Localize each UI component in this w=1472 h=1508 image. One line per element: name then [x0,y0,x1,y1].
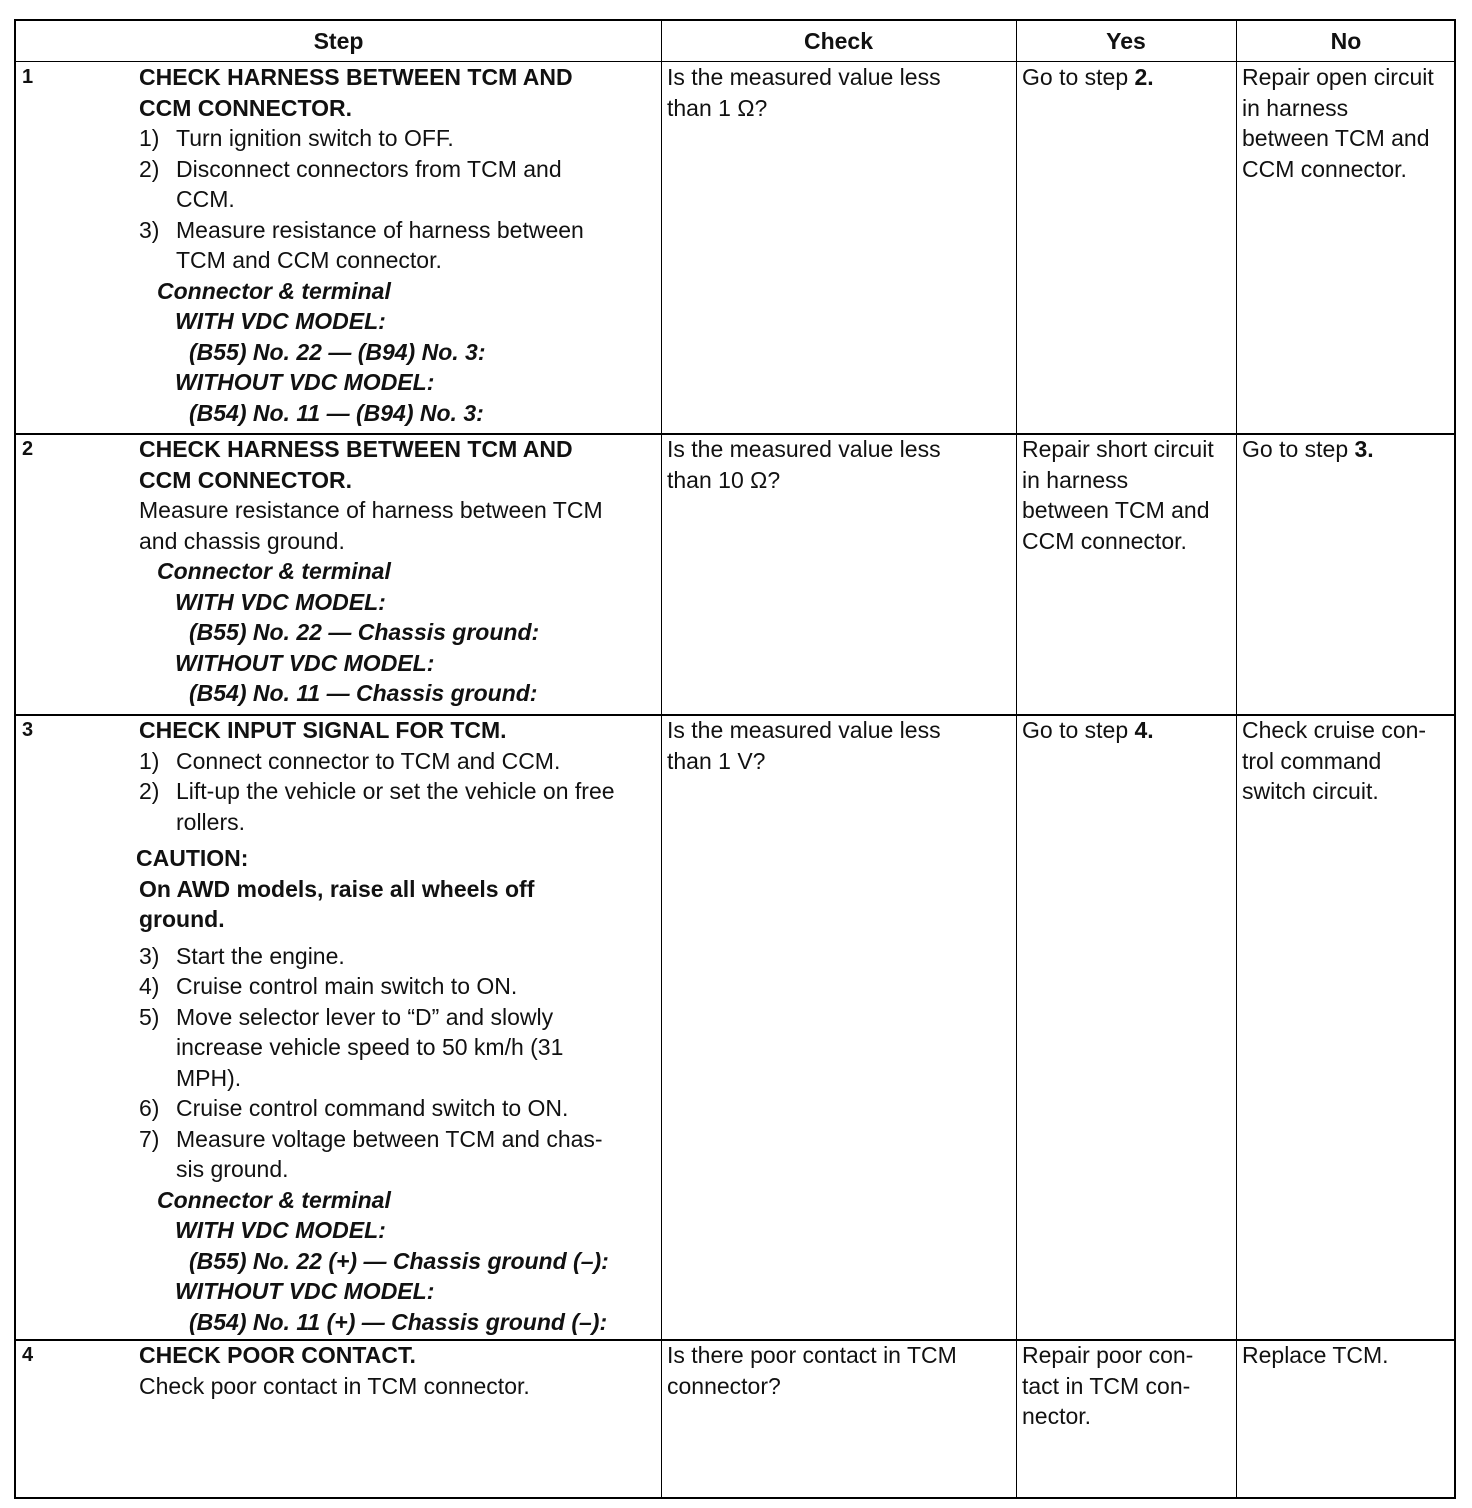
terminal-without-label: WITHOUT VDC MODEL: [175,369,435,395]
procedure-item-continuation: rollers. [176,808,246,835]
procedure-item-continuation: TCM and CCM connector. [176,247,442,273]
caution-label: CAUTION: [136,845,249,871]
step-title: CHECK HARNESS BETWEEN TCM AND [139,436,573,462]
step-title: CHECK HARNESS BETWEEN TCM AND [139,64,573,90]
terminal-without-value: (B54) No. 11 — Chassis ground: [189,680,538,706]
terminal-without-label: WITHOUT VDC MODEL: [175,1278,435,1304]
step-cell [139,1340,530,1401]
step-number: 1 [22,66,34,88]
step-number: 3 [22,719,34,741]
terminal-with-label: WITH VDC MODEL: [175,1217,386,1243]
procedure-text: and chassis ground. [139,527,345,554]
header-step: Step [313,28,364,54]
procedure-item: 2) Lift-up the vehicle or set the vehicle on free [139,778,615,804]
no-cell: Repair open circuit in harness between TCM and CCM connector. [1242,64,1434,182]
procedure-item: 6) Cruise control command switch to ON. [139,1095,569,1121]
caution-text: On AWD models, raise all wheels off [139,875,535,902]
check-cell: Is the measured value less than 1 V? [667,717,941,774]
caution-text: ground. [139,906,225,932]
procedure-item: 2) Disconnect connectors from TCM and [139,155,562,182]
diagnostic-table [14,19,1456,1499]
terminal-with-value: (B55) No. 22 — Chassis ground: [189,619,540,645]
terminal-heading: Connector & terminal [157,558,391,584]
yes-cell: Repair poor con- tact in TCM con- nector. [1022,1342,1194,1429]
terminal-without-value: (B54) No. 11 (+) — Chassis ground (–): [189,1308,608,1335]
step-cell [139,62,584,428]
procedure-item: 3) Measure resistance of harness between [139,216,584,243]
procedure-item: 1) Turn ignition switch to OFF. [139,125,454,151]
terminal-heading: Connector & terminal [157,1186,391,1213]
header-yes: Yes [1106,28,1146,54]
yes-cell: Go to step 4. [1022,717,1154,743]
terminal-heading: Connector & terminal [157,277,391,304]
procedure-item: 4) Cruise control main switch to ON. [139,973,518,999]
step-number: 4 [22,1344,34,1366]
step-title: CCM CONNECTOR. [139,466,352,493]
check-cell: Is the measured value less than 10 Ω? [667,436,941,493]
procedure-item: 1) Connect connector to TCM and CCM. [139,747,561,774]
no-cell: Check cruise con- trol command switch circuit. [1242,717,1427,804]
header-no: No [1330,28,1362,54]
procedure-item-continuation: CCM. [176,186,235,212]
procedure-item-continuation: sis ground. [176,1156,289,1182]
procedure-item-continuation: MPH). [176,1064,242,1091]
column-divider [661,21,662,1497]
step-title: CHECK POOR CONTACT. [139,1342,416,1368]
header-check: Check [803,28,874,54]
step-cell [139,434,603,709]
terminal-without-value: (B54) No. 11 — (B94) No. 3: [189,399,484,426]
procedure-text: Check poor contact in TCM connector. [139,1372,530,1399]
terminal-without-label: WITHOUT VDC MODEL: [175,649,435,676]
procedure-item: 3) Start the engine. [139,942,345,969]
procedure-text: Measure resistance of harness between TCM [139,497,603,523]
no-cell: Go to step 3. [1242,436,1374,462]
terminal-with-label: WITH VDC MODEL: [175,308,386,334]
column-divider [1236,21,1237,1497]
procedure-item: 5) Move selector lever to “D” and slowly [139,1003,554,1030]
procedure-item-continuation: increase vehicle speed to 50 km/h (31 [176,1034,564,1060]
step-number: 2 [22,438,34,460]
terminal-with-label: WITH VDC MODEL: [175,588,386,615]
step-title: CHECK INPUT SIGNAL FOR TCM. [139,717,507,743]
yes-cell: Go to step 2. [1022,64,1154,90]
step-title: CCM CONNECTOR. [139,94,352,121]
check-cell: Is the measured value less than 1 Ω? [667,64,941,121]
procedure-item: 7) Measure voltage between TCM and chas- [139,1125,603,1152]
no-cell: Replace TCM. [1242,1342,1389,1368]
terminal-with-value: (B55) No. 22 (+) — Chassis ground (–): [189,1247,609,1274]
check-cell: Is there poor contact in TCM connector? [667,1342,957,1399]
terminal-with-value: (B55) No. 22 — (B94) No. 3: [189,338,486,365]
yes-cell: Repair short circuit in harness between TCM and CCM connector. [1022,436,1214,554]
step-cell [136,715,615,1337]
column-divider [1016,21,1017,1497]
